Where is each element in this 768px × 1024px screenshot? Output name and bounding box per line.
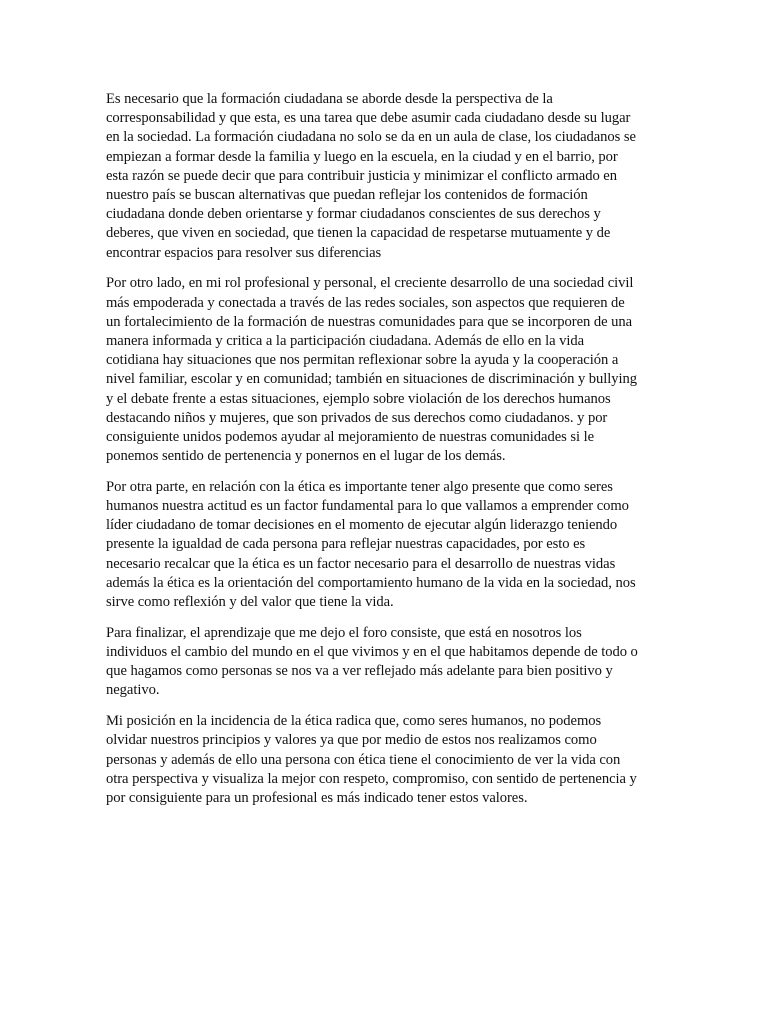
- paragraph-2: Por otro lado, en mi rol profesional y personal, el creciente desarrollo de una sociedad civil más empoderada y conectada a través de las redes sociales, son aspectos que requieren de un fortalecimiento de la formación de nuestras comunidades para que se incorporen de una manera informada y critica a la participación ciudadana. Además de ello en la vida cotidiana hay situaciones que nos permitan reflexionar sobre la ayuda y la cooperación a nivel familiar, escolar y en comunidad; también en situaciones de discriminación y bullying y el debate frente a estas situaciones, ejemplo sobre violación de los derechos humanos destacando niños y mujeres, que son privados de sus derechos como ciudadanos. y por consiguiente unidos podemos ayudar al mejoramiento de nuestras comunidades si le ponemos sentido de pertenencia y ponernos en el lugar de los demás.: [106, 275, 638, 465]
- paragraph-3: Por otra parte, en relación con la ética es importante tener algo presente que como seres humanos nuestra actitud es un factor fundamental para lo que vallamos a emprender como líder ciudadano de tomar decisiones en el momento de ejecutar algún liderazgo teniendo presente la igualdad de cada persona para reflejar nuestras capacidades, por esto es necesario recalcar que la ética es un factor necesario para el desarrollo de nuestras vidas además la ética es la orientación del comportamiento humano de la vida en la sociedad, nos sirve como reflexión y del valor que tiene la vida.: [106, 478, 636, 611]
- paragraph-1: Es necesario que la formación ciudadana se aborde desde la perspectiva de la corresponsabilidad y que esta, es una tarea que debe asumir cada ciudadano desde su lugar en la sociedad. La formación ciudadana no solo se da en un aula de clase, los ciudadanos se empiezan a formar desde la familia y luego en la escuela, en la ciudad y en el barrio, por esta razón se puede decir que para contribuir justicia y minimizar el conflicto armado en nuestro país se buscan alternativas que puedan reflejar los contenidos de formación ciudadana donde deben orientarse y formar ciudadanos conscientes de sus derechos y deberes, que viven en sociedad, que tienen la capacidad de respetarse mutuamente y de encontrar espacios para resolver sus diferencias: [106, 91, 636, 261]
- paragraph-5: Mi posición en la incidencia de la ética radica que, como seres humanos, no podemos olvidar nuestros principios y valores ya que por medio de estos nos realizamos como personas y además de ello una persona con ética tiene el conocimiento de ver la vida con otra perspectiva y visualiza la mejor con respeto, compromiso, con sentido de pertenencia y por consiguiente para un profesional es más indicado tener estos valores.: [106, 713, 637, 806]
- paragraph-4: Para finalizar, el aprendizaje que me dejo el foro consiste, que está en nosotros los individuos el cambio del mundo en el que vivimos y en el que habitamos depende de todo o que hagamos como personas se nos va a ver reflejado más adelante para bien positivo y negativo.: [106, 624, 638, 699]
- document-body: [106, 90, 661, 820]
